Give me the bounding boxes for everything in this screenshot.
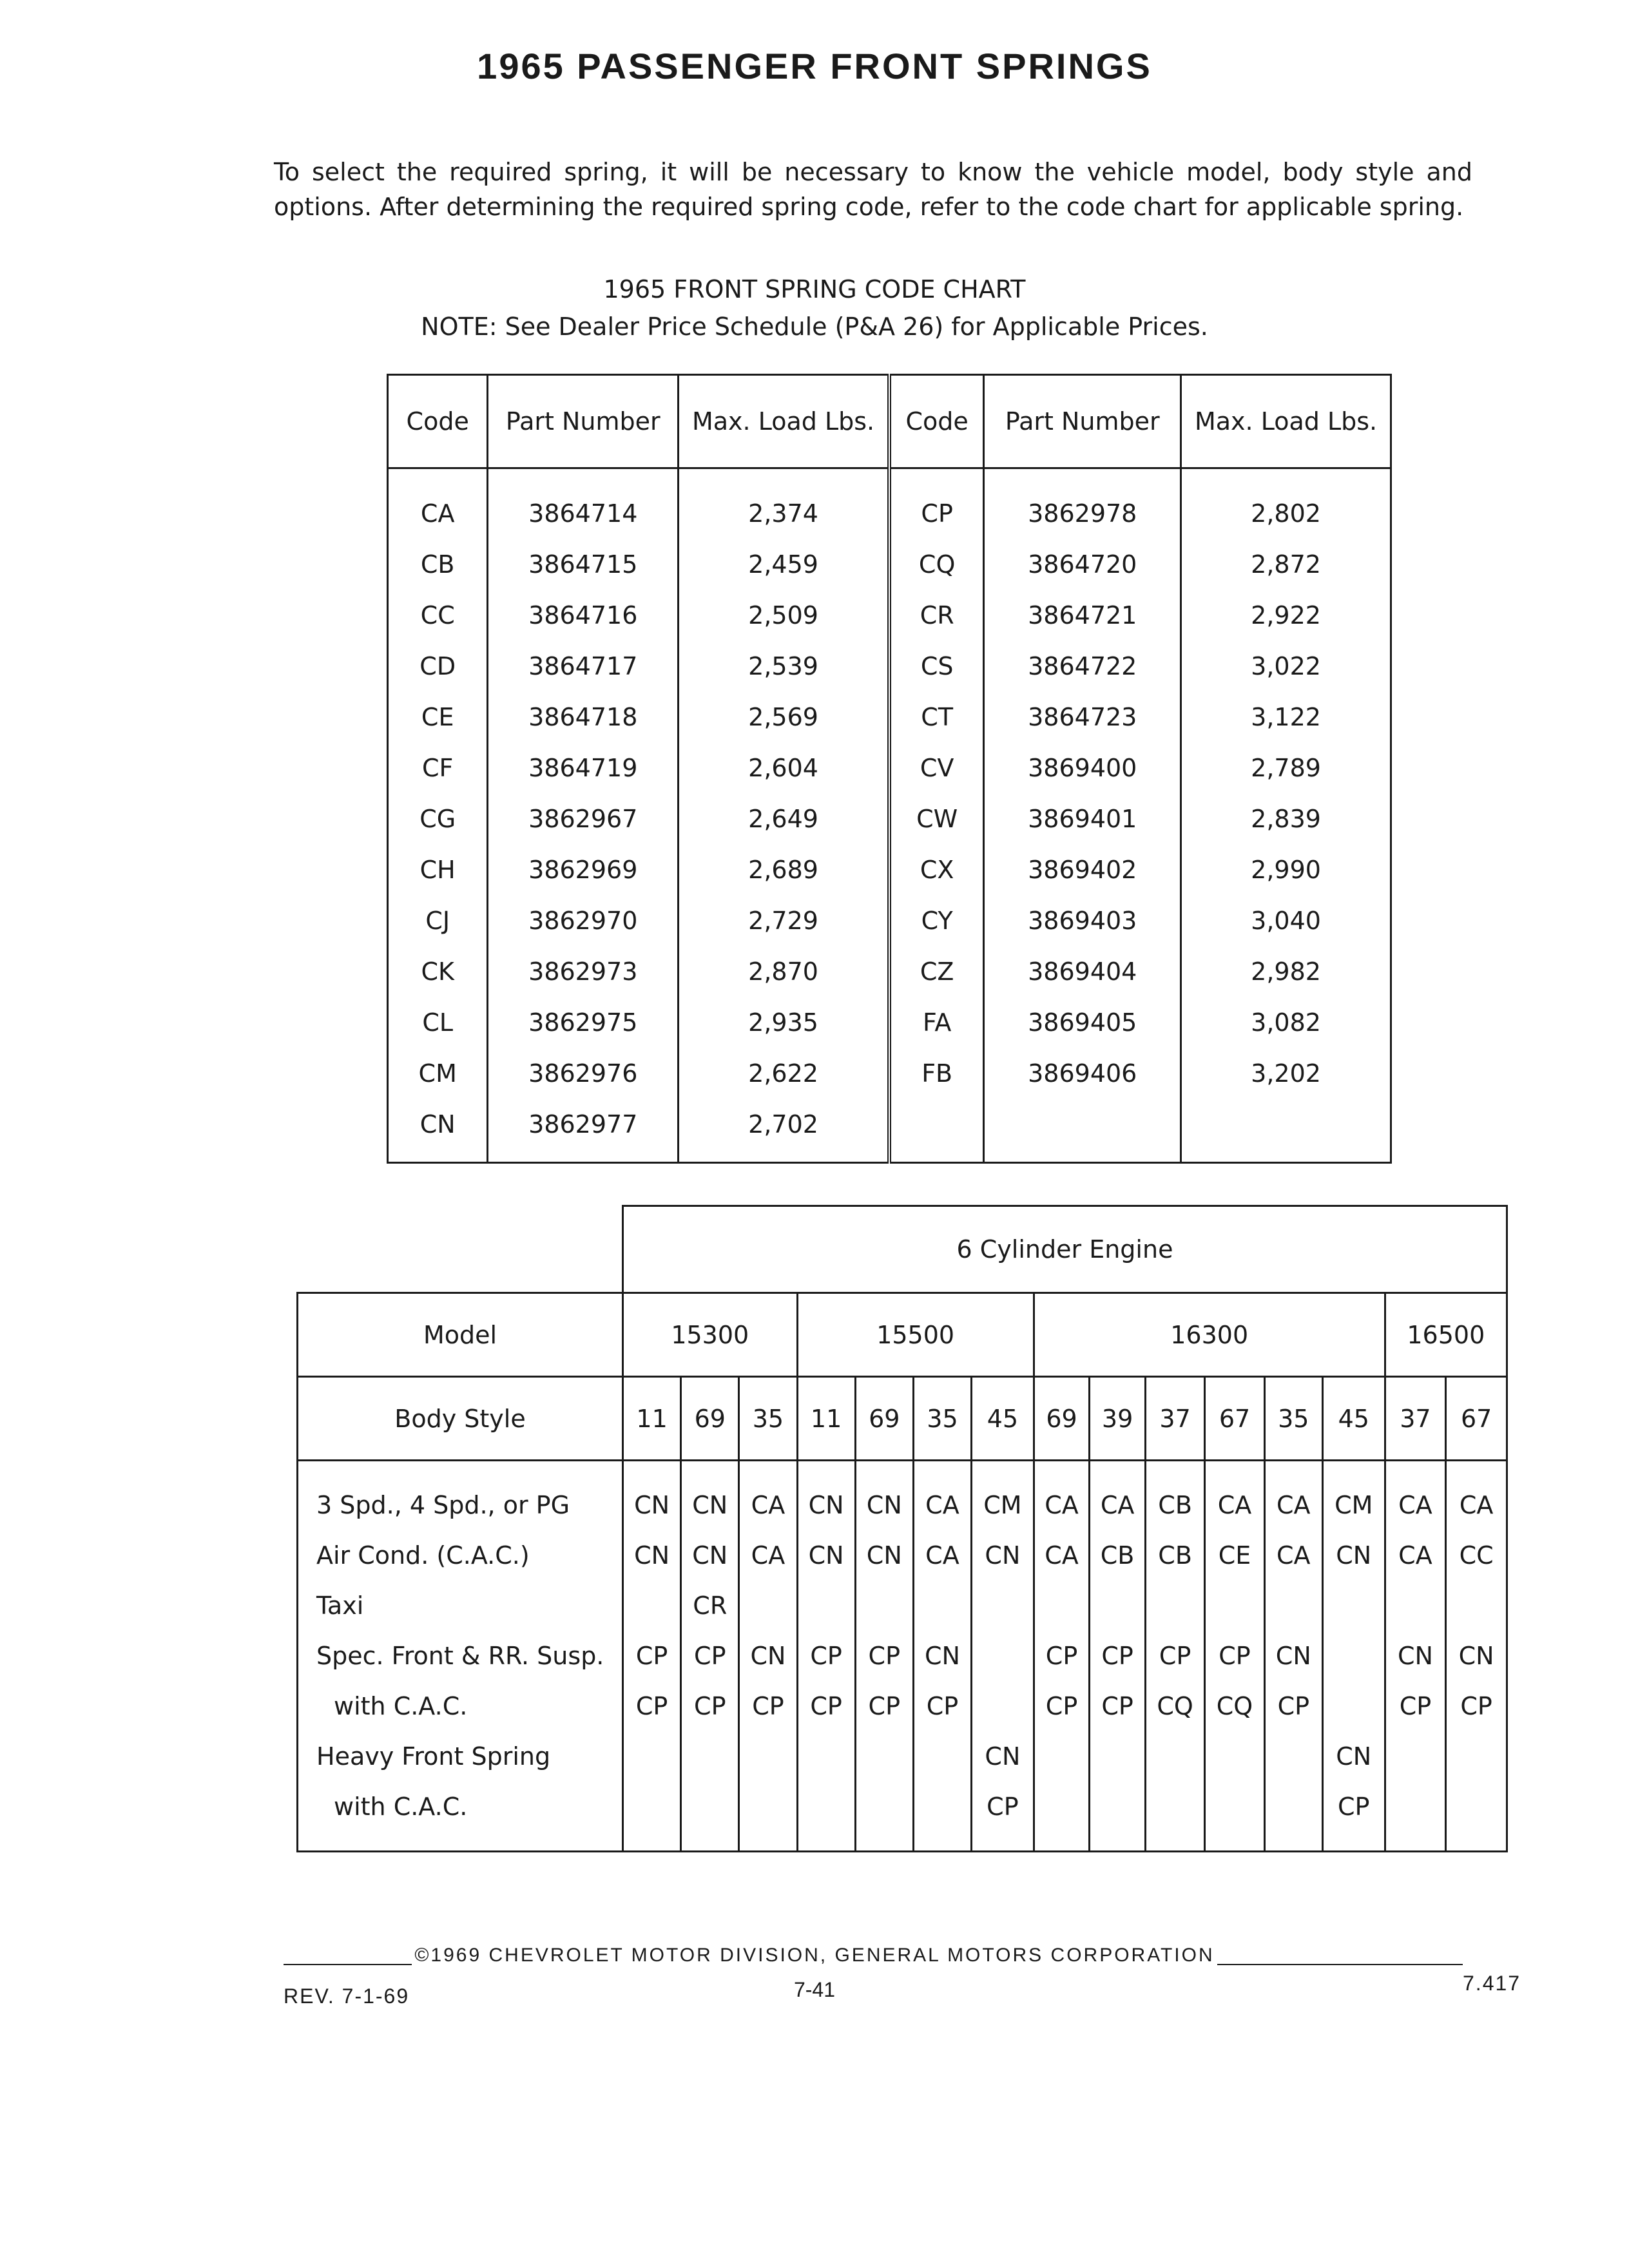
- code-chart-header-row: [388, 375, 1391, 468]
- spring-code-cell: [1090, 1581, 1146, 1631]
- spring-code-cell: [1446, 1731, 1507, 1782]
- chart-heading: 1965 FRONT SPRING CODE CHART: [603, 275, 1026, 303]
- body-style-cell: 69: [855, 1377, 913, 1461]
- cell-code: CH: [388, 844, 488, 895]
- spring-code-cell: [1322, 1581, 1385, 1631]
- cell-max-load: 2,539: [679, 640, 889, 691]
- spring-code-cell: CA: [1034, 1461, 1090, 1531]
- spring-code-cell: [1446, 1782, 1507, 1852]
- code-chart-row: [388, 691, 1391, 742]
- body-style-cell: 45: [972, 1377, 1034, 1461]
- spring-code-cell: [1205, 1731, 1264, 1782]
- header-max-load-2: Max. Load Lbs.: [1181, 375, 1391, 468]
- spring-code-chart: [387, 374, 1392, 1164]
- cell-part-number: 3869406: [984, 1048, 1181, 1099]
- option-label: Air Cond. (C.A.C.): [298, 1530, 623, 1581]
- cell-code: CV: [889, 742, 984, 793]
- cell-code: CY: [889, 895, 984, 946]
- spring-code-cell: CP: [972, 1782, 1034, 1852]
- code-chart-row: [388, 640, 1391, 691]
- spring-code-cell: CP: [1090, 1631, 1146, 1681]
- cell-part-number: 3862977: [488, 1099, 679, 1163]
- cell-code: CX: [889, 844, 984, 895]
- cell-max-load: 2,802: [1181, 468, 1391, 539]
- cell-code: CJ: [388, 895, 488, 946]
- cell-code: CF: [388, 742, 488, 793]
- spring-code-cell: [1446, 1581, 1507, 1631]
- header-max-load: Max. Load Lbs.: [679, 375, 889, 468]
- spring-code-cell: CN: [1446, 1631, 1507, 1681]
- cell-part-number: 3869404: [984, 946, 1181, 997]
- spring-code-cell: CM: [972, 1461, 1034, 1531]
- body-style-cell: 35: [913, 1377, 971, 1461]
- cell-part-number: 3864720: [984, 539, 1181, 590]
- spring-code-cell: CC: [1446, 1530, 1507, 1581]
- spring-code-cell: [1090, 1782, 1146, 1852]
- code-chart-row: [388, 1048, 1391, 1099]
- spring-code-cell: CP: [1322, 1782, 1385, 1852]
- code-chart-row: [388, 468, 1391, 539]
- spring-code-cell: [623, 1782, 681, 1852]
- spring-code-cell: CN: [913, 1631, 971, 1681]
- spring-code-cell: CN: [1322, 1731, 1385, 1782]
- cell-part-number: 3862975: [488, 997, 679, 1048]
- copyright-line: [0, 1945, 1629, 1966]
- option-label: Heavy Front Spring: [298, 1731, 623, 1782]
- option-row: [298, 1461, 1507, 1531]
- spring-code-cell: [1145, 1731, 1204, 1782]
- cell-max-load: 3,122: [1181, 691, 1391, 742]
- cell-max-load: 2,870: [679, 946, 889, 997]
- spring-code-cell: CP: [681, 1681, 739, 1731]
- spring-code-cell: CP: [681, 1631, 739, 1681]
- spring-code-cell: CP: [1145, 1631, 1204, 1681]
- cell-code: CW: [889, 793, 984, 844]
- cell-max-load: 2,922: [1181, 590, 1391, 640]
- spring-code-cell: [1145, 1581, 1204, 1631]
- spring-code-cell: [739, 1782, 797, 1852]
- spring-code-cell: CQ: [1205, 1681, 1264, 1731]
- cell-part-number: 3864723: [984, 691, 1181, 742]
- body-style-cell: 11: [623, 1377, 681, 1461]
- spring-code-cell: CP: [797, 1631, 855, 1681]
- spring-code-cell: CA: [913, 1530, 971, 1581]
- spring-code-cell: CA: [1385, 1530, 1446, 1581]
- cell-max-load: 3,202: [1181, 1048, 1391, 1099]
- option-row: [298, 1581, 1507, 1631]
- cell-code: CB: [388, 539, 488, 590]
- spring-code-cell: [1034, 1731, 1090, 1782]
- spring-code-cell: CN: [855, 1530, 913, 1581]
- cell-part-number: 3864719: [488, 742, 679, 793]
- option-row: [298, 1681, 1507, 1731]
- section-number: 7.417: [1463, 1972, 1521, 1995]
- code-chart-row: [388, 946, 1391, 997]
- model-15300: 15300: [623, 1293, 798, 1377]
- cell-max-load: 2,374: [679, 468, 889, 539]
- spring-code-cell: CN: [623, 1461, 681, 1531]
- spring-code-cell: [1385, 1731, 1446, 1782]
- option-label: 3 Spd., 4 Spd., or PG: [298, 1461, 623, 1531]
- model-16500: 16500: [1385, 1293, 1507, 1377]
- spring-code-cell: CN: [797, 1530, 855, 1581]
- cell-part-number: 3862976: [488, 1048, 679, 1099]
- option-label: with C.A.C.: [298, 1782, 623, 1852]
- spring-code-cell: [913, 1782, 971, 1852]
- spring-code-cell: CA: [1264, 1461, 1322, 1531]
- spring-code-cell: CB: [1145, 1461, 1204, 1531]
- cell-code: CQ: [889, 539, 984, 590]
- spring-code-cell: CA: [739, 1461, 797, 1531]
- model-row: [298, 1293, 1507, 1377]
- body-style-cell: 35: [1264, 1377, 1322, 1461]
- spring-code-cell: [623, 1581, 681, 1631]
- cell-part-number: 3864718: [488, 691, 679, 742]
- spring-code-cell: CP: [855, 1681, 913, 1731]
- spring-code-cell: [1264, 1581, 1322, 1631]
- code-chart-row: [388, 1099, 1391, 1163]
- option-row: [298, 1731, 1507, 1782]
- spring-code-cell: [681, 1731, 739, 1782]
- cell-max-load: 2,935: [679, 997, 889, 1048]
- cell-code: CL: [388, 997, 488, 1048]
- spring-code-cell: CN: [623, 1530, 681, 1581]
- spring-code-cell: [1090, 1731, 1146, 1782]
- cell-code: FA: [889, 997, 984, 1048]
- cell-max-load: 3,082: [1181, 997, 1391, 1048]
- cell-part-number: 3869403: [984, 895, 1181, 946]
- model-16300: 16300: [1034, 1293, 1385, 1377]
- body-style-cell: 37: [1145, 1377, 1204, 1461]
- cell-max-load: 2,729: [679, 895, 889, 946]
- cell-max-load: [1181, 1099, 1391, 1163]
- spring-code-cell: CQ: [1145, 1681, 1204, 1731]
- spring-code-cell: CA: [1446, 1461, 1507, 1531]
- spring-code-cell: [972, 1581, 1034, 1631]
- spring-code-cell: CA: [1264, 1530, 1322, 1581]
- cell-code: CR: [889, 590, 984, 640]
- model-15500: 15500: [797, 1293, 1034, 1377]
- cell-part-number: 3869405: [984, 997, 1181, 1048]
- spring-code-cell: [913, 1581, 971, 1631]
- spring-code-cell: CP: [739, 1681, 797, 1731]
- cell-part-number: 3862978: [984, 468, 1181, 539]
- spring-code-cell: [855, 1731, 913, 1782]
- spring-code-cell: CB: [1145, 1530, 1204, 1581]
- spring-application-table: [296, 1205, 1508, 1852]
- spring-code-cell: [797, 1581, 855, 1631]
- cell-code: CS: [889, 640, 984, 691]
- code-chart-row: [388, 895, 1391, 946]
- code-chart-row: [388, 844, 1391, 895]
- cell-part-number: 3864716: [488, 590, 679, 640]
- cell-code: CD: [388, 640, 488, 691]
- code-chart-row: [388, 793, 1391, 844]
- cell-max-load: 2,839: [1181, 793, 1391, 844]
- page-title: 1965 PASSENGER FRONT SPRINGS: [477, 46, 1152, 86]
- header-code: Code: [388, 375, 488, 468]
- spring-code-cell: CP: [623, 1681, 681, 1731]
- spring-code-cell: CP: [913, 1681, 971, 1731]
- spring-code-cell: [1145, 1782, 1204, 1852]
- spring-code-cell: [797, 1731, 855, 1782]
- spring-code-cell: CN: [681, 1461, 739, 1531]
- cell-code: CC: [388, 590, 488, 640]
- cell-max-load: 2,459: [679, 539, 889, 590]
- option-label: with C.A.C.: [298, 1681, 623, 1731]
- spring-code-cell: CR: [681, 1581, 739, 1631]
- engine-label: 6 Cylinder Engine: [623, 1206, 1507, 1293]
- cell-max-load: 2,789: [1181, 742, 1391, 793]
- spring-code-cell: [1322, 1631, 1385, 1681]
- spring-code-cell: [855, 1782, 913, 1852]
- spring-code-cell: CN: [1385, 1631, 1446, 1681]
- spring-code-cell: [1205, 1581, 1264, 1631]
- option-row: [298, 1530, 1507, 1581]
- cell-code: [889, 1099, 984, 1163]
- cell-part-number: 3862969: [488, 844, 679, 895]
- spring-code-cell: CP: [797, 1681, 855, 1731]
- spring-code-cell: CP: [1264, 1681, 1322, 1731]
- cell-part-number: [984, 1099, 1181, 1163]
- header-code-2: Code: [889, 375, 984, 468]
- cell-max-load: 2,689: [679, 844, 889, 895]
- cell-max-load: 2,982: [1181, 946, 1391, 997]
- spring-code-cell: CN: [1264, 1631, 1322, 1681]
- spring-code-cell: [1264, 1731, 1322, 1782]
- spring-code-cell: CA: [1090, 1461, 1146, 1531]
- cell-part-number: 3869400: [984, 742, 1181, 793]
- revision-date: REV. 7-1-69: [284, 1984, 410, 2008]
- cell-max-load: 2,649: [679, 793, 889, 844]
- cell-code: CP: [889, 468, 984, 539]
- cell-part-number: 3862970: [488, 895, 679, 946]
- option-label: Taxi: [298, 1581, 623, 1631]
- copyright-text: ©1969 CHEVROLET MOTOR DIVISION, GENERAL MOTORS CORPORATION: [412, 1945, 1217, 1966]
- chart-heading-block: [0, 271, 1629, 345]
- body-style-cell: 69: [681, 1377, 739, 1461]
- body-style-label: Body Style: [298, 1377, 623, 1461]
- spring-code-cell: CN: [855, 1461, 913, 1531]
- spring-code-cell: [1385, 1581, 1446, 1631]
- spring-code-cell: [1034, 1782, 1090, 1852]
- cell-max-load: 2,509: [679, 590, 889, 640]
- spring-code-cell: CP: [1090, 1681, 1146, 1731]
- option-row: [298, 1782, 1507, 1852]
- cell-max-load: 2,990: [1181, 844, 1391, 895]
- cell-code: CN: [388, 1099, 488, 1163]
- cell-part-number: 3864715: [488, 539, 679, 590]
- spring-code-cell: CN: [681, 1530, 739, 1581]
- spring-code-cell: [739, 1581, 797, 1631]
- spring-code-cell: CP: [1446, 1681, 1507, 1731]
- cell-max-load: 3,022: [1181, 640, 1391, 691]
- body-style-cell: 35: [739, 1377, 797, 1461]
- spring-code-cell: CP: [1205, 1631, 1264, 1681]
- spring-code-cell: [623, 1731, 681, 1782]
- cell-part-number: 3862973: [488, 946, 679, 997]
- spring-code-cell: CA: [1034, 1530, 1090, 1581]
- cell-code: FB: [889, 1048, 984, 1099]
- body-style-row: [298, 1377, 1507, 1461]
- cell-code: CT: [889, 691, 984, 742]
- body-style-cell: 11: [797, 1377, 855, 1461]
- body-style-cell: 69: [1034, 1377, 1090, 1461]
- spring-code-cell: [855, 1581, 913, 1631]
- spring-code-cell: CA: [913, 1461, 971, 1531]
- cell-part-number: 3864722: [984, 640, 1181, 691]
- spring-code-cell: CP: [1385, 1681, 1446, 1731]
- chart-note: NOTE: See Dealer Price Schedule (P&A 26) for Applicable Prices.: [421, 312, 1208, 341]
- cell-part-number: 3864714: [488, 468, 679, 539]
- spring-code-cell: CN: [1322, 1530, 1385, 1581]
- cell-code: CM: [388, 1048, 488, 1099]
- cell-max-load: 2,872: [1181, 539, 1391, 590]
- code-chart-row: [388, 539, 1391, 590]
- spring-code-cell: [1034, 1581, 1090, 1631]
- cell-code: CG: [388, 793, 488, 844]
- spring-code-cell: CN: [972, 1731, 1034, 1782]
- code-chart-row: [388, 742, 1391, 793]
- engine-header-row: [298, 1206, 1507, 1293]
- cell-part-number: 3864717: [488, 640, 679, 691]
- spring-code-cell: [913, 1731, 971, 1782]
- code-chart-row: [388, 590, 1391, 640]
- blank-corner: [298, 1206, 623, 1293]
- spring-code-cell: CM: [1322, 1461, 1385, 1531]
- spring-code-cell: CA: [1205, 1461, 1264, 1531]
- spring-code-cell: [739, 1731, 797, 1782]
- spring-code-cell: CP: [623, 1631, 681, 1681]
- spring-code-cell: CN: [739, 1631, 797, 1681]
- spring-code-cell: [1205, 1782, 1264, 1852]
- option-label: Spec. Front & RR. Susp.: [298, 1631, 623, 1681]
- spring-code-cell: [1385, 1782, 1446, 1852]
- cell-part-number: 3869401: [984, 793, 1181, 844]
- page-number: 7-41: [793, 1978, 836, 2001]
- body-style-cell: 45: [1322, 1377, 1385, 1461]
- spring-code-cell: CP: [855, 1631, 913, 1681]
- cell-code: CE: [388, 691, 488, 742]
- spring-code-cell: CP: [1034, 1681, 1090, 1731]
- spring-code-cell: [797, 1782, 855, 1852]
- cell-max-load: 3,040: [1181, 895, 1391, 946]
- header-part-number-2: Part Number: [984, 375, 1181, 468]
- cell-part-number: 3862967: [488, 793, 679, 844]
- cell-max-load: 2,569: [679, 691, 889, 742]
- spring-code-cell: CE: [1205, 1530, 1264, 1581]
- spring-code-cell: [972, 1681, 1034, 1731]
- spring-code-cell: [972, 1631, 1034, 1681]
- header-part-number: Part Number: [488, 375, 679, 468]
- spring-code-cell: [681, 1782, 739, 1852]
- spring-code-cell: [1322, 1681, 1385, 1731]
- body-style-cell: 67: [1446, 1377, 1507, 1461]
- spring-code-cell: CA: [739, 1530, 797, 1581]
- body-style-cell: 39: [1090, 1377, 1146, 1461]
- spring-code-cell: [1264, 1782, 1322, 1852]
- spring-code-cell: CP: [1034, 1631, 1090, 1681]
- spring-code-cell: CN: [797, 1461, 855, 1531]
- option-row: [298, 1631, 1507, 1681]
- cell-part-number: 3864721: [984, 590, 1181, 640]
- spring-code-cell: CB: [1090, 1530, 1146, 1581]
- cell-code: CK: [388, 946, 488, 997]
- cell-max-load: 2,604: [679, 742, 889, 793]
- cell-code: CA: [388, 468, 488, 539]
- intro-paragraph: To select the required spring, it will be necessary to know the vehicle model, body style and options. After determining the required spring code, refer to the code chart for applicable spring.: [274, 158, 1472, 221]
- spring-code-cell: CN: [972, 1530, 1034, 1581]
- body-style-cell: 67: [1205, 1377, 1264, 1461]
- cell-part-number: 3869402: [984, 844, 1181, 895]
- spring-code-cell: CA: [1385, 1461, 1446, 1531]
- model-label: Model: [298, 1293, 623, 1377]
- cell-code: CZ: [889, 946, 984, 997]
- body-style-cell: 37: [1385, 1377, 1446, 1461]
- code-chart-row: [388, 997, 1391, 1048]
- cell-max-load: 2,622: [679, 1048, 889, 1099]
- cell-max-load: 2,702: [679, 1099, 889, 1163]
